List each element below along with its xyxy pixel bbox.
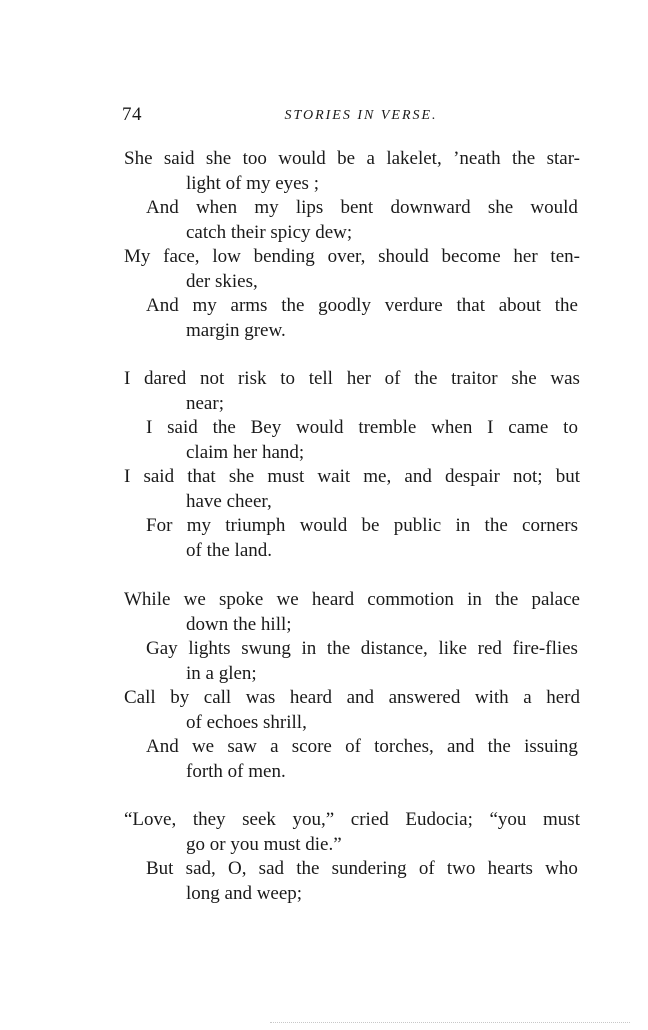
verse-line: And my arms the goodly verdure that about the xyxy=(146,295,578,316)
verse-line: der skies, xyxy=(186,270,258,292)
verse-line: My face, low bending over, should become her ten- xyxy=(124,246,580,267)
verse-line: claim her hand; xyxy=(186,441,305,463)
verse-line: But sad, O, sad the sundering of two hearts who xyxy=(146,858,578,879)
verse-line: She said she too would be a lakelet, ’neath the star- xyxy=(124,148,580,169)
verse-line: have cheer, xyxy=(186,490,272,512)
verse-line: in a glen; xyxy=(186,662,257,684)
verse-line: Call by call was heard and answered with a herd xyxy=(124,687,580,708)
verse-line: For my triumph would be public in the corners xyxy=(146,515,578,536)
verse-line: And when my lips bent downward she would xyxy=(146,197,578,218)
verse-line: “Love, they seek you,” cried Eudocia; “you must xyxy=(124,809,580,830)
verse-line: long and weep; xyxy=(186,882,303,904)
verse-line: forth of men. xyxy=(186,760,286,782)
verse-line: I said that she must wait me, and despair not; but xyxy=(124,466,580,487)
verse-line: down the hill; xyxy=(186,613,292,635)
verse-line: Gay lights swung in the distance, like red fire-flies xyxy=(146,638,578,659)
verse-line: of echoes shrill, xyxy=(186,711,307,733)
scan-artifact-dots xyxy=(270,1022,630,1027)
verse-line: While we spoke we heard commotion in the palace xyxy=(124,589,580,610)
verse-line: margin grew. xyxy=(186,319,286,341)
verse-line: And we saw a score of torches, and the issuing xyxy=(146,736,578,757)
page-number: 74 xyxy=(122,104,142,125)
running-title: STORIES IN VERSE. xyxy=(284,108,438,123)
verse-line: catch their spicy dew; xyxy=(186,221,353,243)
verse-line: light of my eyes ; xyxy=(186,172,319,194)
verse-line: go or you must die.” xyxy=(186,833,342,855)
page-header xyxy=(122,104,582,132)
verse-line: I dared not risk to tell her of the traitor she was xyxy=(124,368,580,389)
verse-line: near; xyxy=(186,392,224,414)
verse-line: I said the Bey would tremble when I came to xyxy=(146,417,578,438)
verse-line: of the land. xyxy=(186,539,273,561)
